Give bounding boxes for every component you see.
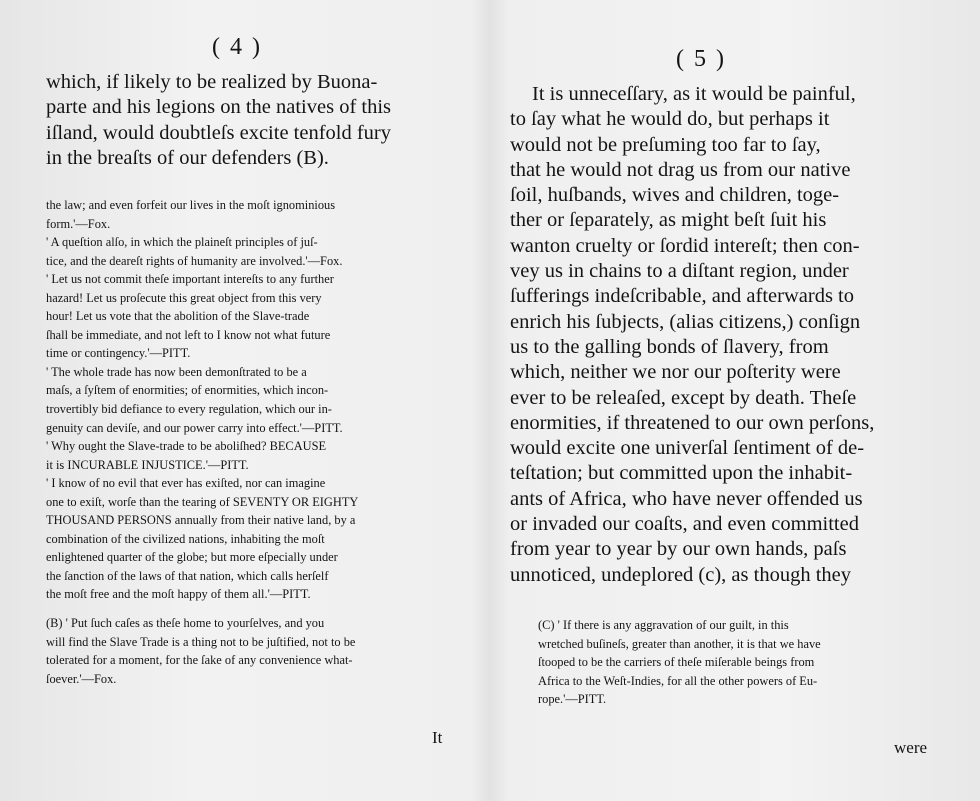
text-line: ever to be releaſed, except by death. Theſe bbox=[510, 386, 857, 409]
text-line: teſtation; but committed upon the inhabit- bbox=[510, 462, 853, 485]
footnote-line: the moſt free and the moſt happy of them all.'—PITT. bbox=[46, 587, 311, 602]
footnote-line: ' Why ought the Slave-trade to be aboliſhed? BECAUSE bbox=[46, 439, 327, 454]
footnote-line: the law; and even forfeit our lives in the moſt ignominious bbox=[46, 198, 336, 212]
footnote-line: ' The whole trade has now been demonſtrated to be a bbox=[46, 364, 307, 379]
text-line: enrich his ſubjects, (alias citizens,) conſign bbox=[510, 310, 861, 333]
note-c-line: ſtooped to be the carriers of theſe miſerable beings from bbox=[538, 655, 815, 670]
footnote-line: ' Let us not commit theſe important intereſts to any further bbox=[46, 272, 334, 287]
footnote-line: the ſanction of the laws of that nation, which calls herſelf bbox=[46, 568, 329, 583]
text-line: wanton cruelty or ſordid intereſt; then con- bbox=[510, 234, 860, 257]
text-line: unnoticed, undeplored (c), as though they bbox=[510, 563, 852, 586]
text-line: or invaded our coaſts, and even committed bbox=[510, 513, 859, 536]
text-line: ants of Africa, who have never offended us bbox=[510, 487, 863, 510]
footnote-line: tice, and the deareſt rights of humanity are involved.'—Fox. bbox=[46, 253, 343, 268]
text-line: which, if likely to be realized by Buona- bbox=[46, 71, 378, 93]
note-b-line: ſoever.'—Fox. bbox=[46, 671, 117, 686]
text-line: iſland, would doubtleſs excite tenfold fury bbox=[46, 121, 392, 144]
footnote-line: ' A queſtion alſo, in which the plaineſt principles of juſ- bbox=[46, 235, 318, 250]
footnote-line: enlightened quarter of the globe; but more eſpecially under bbox=[46, 550, 338, 565]
text-line: to ſay what he would do, but perhaps it bbox=[510, 108, 830, 131]
footnote-line: hour! Let us vote that the abolition of the Slave-trade bbox=[46, 309, 310, 324]
footnote-line: ' I know of no evil that ever has exiſted, nor can imagine bbox=[46, 476, 326, 491]
note-b-line: tolerated for a moment, for the ſake of any convenience what- bbox=[46, 653, 353, 668]
text-line: that he would not drag us from our native bbox=[510, 158, 851, 181]
page-number: ( 5 ) bbox=[676, 46, 726, 72]
body-text bbox=[510, 82, 874, 588]
text-line: vey us in chains to a diſtant region, under bbox=[510, 260, 849, 283]
footnote-line: genuity can deviſe, and our power carry into effect.'—PITT. bbox=[46, 420, 343, 435]
text-line: from year to year by our own hands, paſs bbox=[510, 538, 847, 561]
note-c-line: rope.'—PITT. bbox=[538, 692, 607, 707]
footnote-line: it is INCURABLE INJUSTICE.'—PITT. bbox=[46, 457, 249, 472]
note-c-line: Africa to the Weſt-Indies, for all the other powers of Eu- bbox=[538, 673, 818, 688]
footnote-line: combination of the civilized nations, inhabiting the moſt bbox=[46, 531, 325, 546]
note-c-line: (C) ' If there is any aggravation of our guilt, in this bbox=[538, 618, 789, 632]
right-page bbox=[490, 0, 980, 801]
text-line: would excite one univerſal ſentiment of de- bbox=[510, 437, 865, 460]
catchword: It bbox=[432, 728, 443, 747]
footnote-line: trovertibly bid defiance to every regulation, which our in- bbox=[46, 402, 332, 417]
footnote-line: ſhall be immediate, and not left to I know not what future bbox=[46, 327, 331, 342]
text-line: us to the galling bonds of ſlavery, from bbox=[510, 335, 829, 358]
footnote-line: THOUSAND PERSONS annually from their native land, by a bbox=[46, 513, 356, 528]
text-line: enormities, if threatened to our own perſons, bbox=[510, 411, 875, 434]
footnote-line: time or contingency.'—PITT. bbox=[46, 346, 191, 361]
text-line: would not be preſuming too far to ſay, bbox=[510, 133, 821, 156]
page-number: ( 4 ) bbox=[212, 34, 262, 60]
footnote-line: hazard! Let us proſecute this great object from this very bbox=[46, 290, 322, 305]
text-line: parte and his legions on the natives of this bbox=[46, 96, 392, 119]
footnotes bbox=[538, 616, 821, 709]
text-line: ſoil, huſbands, wives and children, toge- bbox=[510, 184, 840, 207]
note-b-line: will find the Slave Trade is a thing not to be juſtified, not to be bbox=[46, 634, 356, 649]
text-line: ther or ſeparately, as might beſt ſuit his bbox=[510, 209, 827, 232]
footnote-line: one to exiſt, worſe than the tearing of SEVENTY OR EIGHTY bbox=[46, 494, 359, 509]
footnote-line: maſs, a ſyſtem of enormities; of enormities, which incon- bbox=[46, 383, 329, 398]
text-line: It is unneceſſary, as it would be painful, bbox=[532, 83, 856, 105]
text-line: ſufferings indeſcribable, and afterwards to bbox=[510, 285, 855, 308]
footnotes bbox=[46, 196, 358, 688]
footnote-line: form.'—Fox. bbox=[46, 216, 111, 231]
body-text bbox=[46, 70, 391, 171]
text-line: which, neither we nor our poſterity were bbox=[510, 361, 841, 384]
text-line: in the breaſts of our defenders (B). bbox=[46, 146, 329, 169]
catchword: were bbox=[894, 738, 928, 757]
note-b-line: (B) ' Put ſuch caſes as theſe home to yourſelves, and you bbox=[46, 616, 325, 631]
note-c-line: wretched buſineſs, greater than another, it is that we have bbox=[538, 636, 821, 651]
